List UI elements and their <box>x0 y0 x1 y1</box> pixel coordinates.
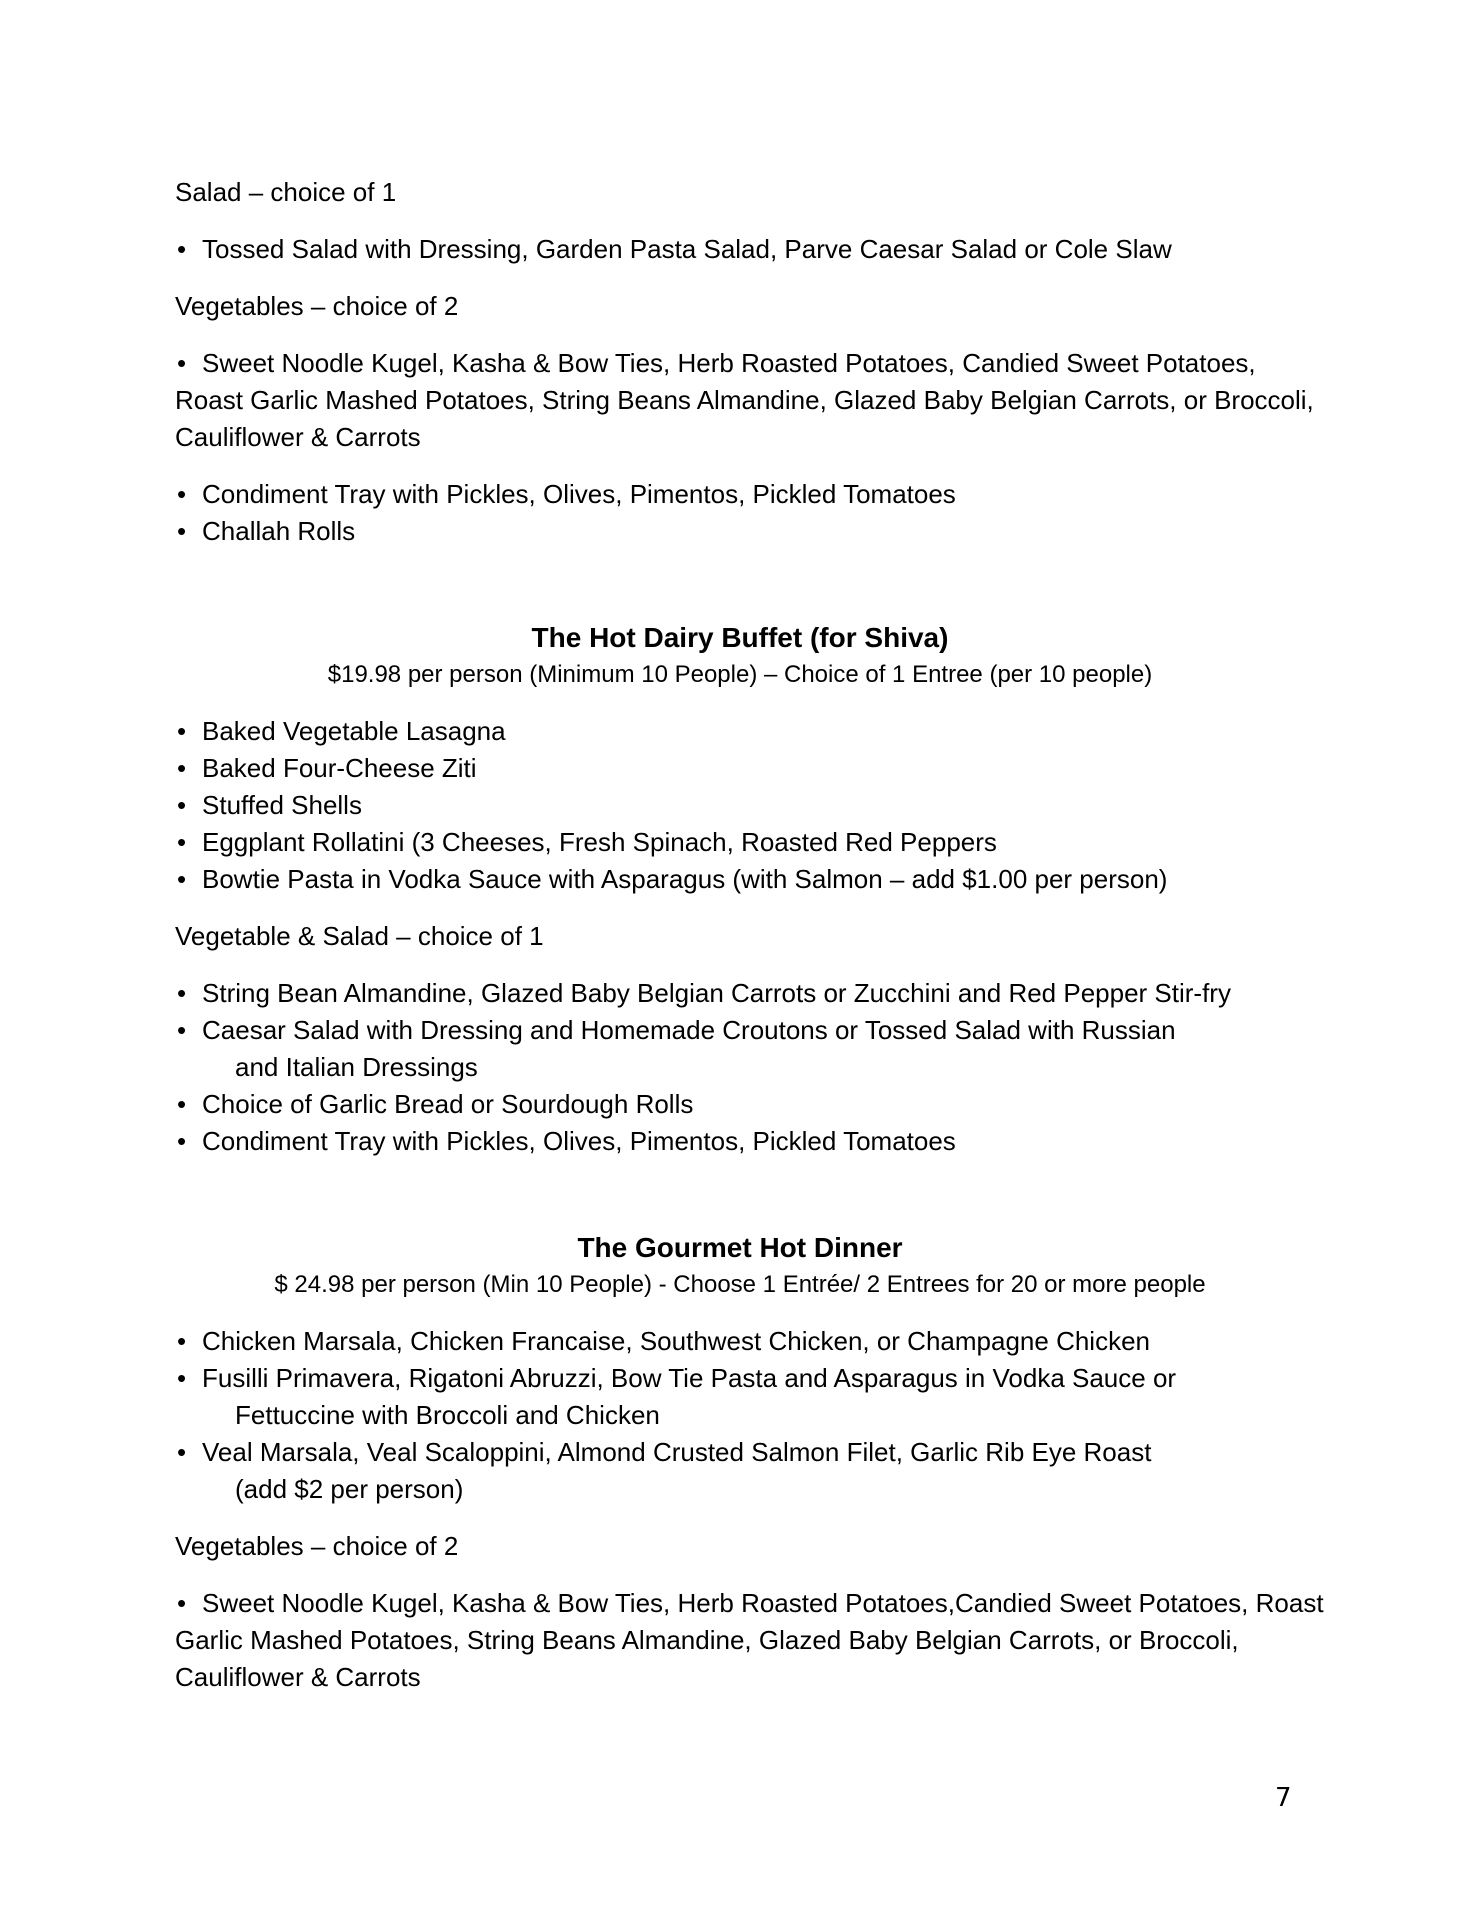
list-item <box>175 975 1325 1012</box>
gourmet-entree-list <box>175 1323 1325 1508</box>
list-item-text: Condiment Tray with Pickles, Olives, Pimentos, Pickled Tomatoes <box>202 479 956 509</box>
dairy-side-label: Vegetable & Salad – choice of 1 <box>175 921 544 951</box>
bullet: • <box>177 234 187 264</box>
page-content <box>175 174 1325 1716</box>
bullet: • <box>177 1326 187 1356</box>
list-item-text: Fusilli Primavera, Rigatoni Abruzzi, Bow Tie Pasta and Asparagus in Vodka Sauce or <box>202 1363 1177 1393</box>
salad-list <box>175 231 1325 268</box>
bullet: • <box>177 978 187 1008</box>
gourmet-dinner-title: The Gourmet Hot Dinner <box>577 1232 903 1263</box>
vegetables-paragraph <box>175 345 1325 456</box>
vegetables-text: Sweet Noodle Kugel, Kasha & Bow Ties, Herb Roasted Potatoes, Candied Sweet Potatoes, Roast Garlic Mashed Potatoes, String Beans Almandine, Glazed Baby Belgian Carrots, or Broccoli, Cauliflower & Carrots <box>175 348 1314 452</box>
list-item <box>175 231 1325 268</box>
section-spacer <box>175 570 1325 619</box>
bullet: • <box>177 1126 187 1156</box>
section-spacer <box>175 1180 1325 1229</box>
list-item <box>175 1323 1325 1360</box>
list-item-continuation: Fettuccine with Broccoli and Chicken <box>235 1400 660 1430</box>
dairy-buffet-subtitle: $19.98 per person (Minimum 10 People) – Choice of 1 Entree (per 10 people) <box>327 661 1153 688</box>
salad-label: Salad – choice of 1 <box>175 177 397 207</box>
list-item-text: Veal Marsala, Veal Scaloppini, Almond Crusted Salmon Filet, Garlic Rib Eye Roast <box>202 1437 1152 1467</box>
page-number: 7 <box>1275 1783 1292 1813</box>
gourmet-vegetables-paragraph <box>175 1585 1325 1696</box>
list-item-text: Stuffed Shells <box>202 790 362 820</box>
list-item <box>175 513 1325 550</box>
vegetables-label: Vegetables – choice of 2 <box>175 291 459 321</box>
list-item <box>175 787 1325 824</box>
dairy-side-list <box>175 975 1325 1160</box>
list-item <box>175 1086 1325 1123</box>
list-item <box>175 476 1325 513</box>
list-item <box>175 1123 1325 1160</box>
list-item-continuation: and Italian Dressings <box>235 1052 478 1082</box>
bullet: • <box>177 864 187 894</box>
list-item-text: Choice of Garlic Bread or Sourdough Rolls <box>202 1089 694 1119</box>
list-item <box>175 750 1325 787</box>
list-item-text: Challah Rolls <box>202 516 356 546</box>
extras-list <box>175 476 1325 550</box>
list-item-text: Bowtie Pasta in Vodka Sauce with Asparagus (with Salmon – add $1.00 per person) <box>202 864 1168 894</box>
bullet: • <box>177 827 187 857</box>
list-item-text: Condiment Tray with Pickles, Olives, Pimentos, Pickled Tomatoes <box>202 1126 956 1156</box>
list-item-text: Baked Four-Cheese Ziti <box>202 753 477 783</box>
list-item <box>175 713 1325 750</box>
bullet: • <box>177 1015 187 1045</box>
bullet: • <box>177 1588 187 1618</box>
list-item-text: Chicken Marsala, Chicken Francaise, Southwest Chicken, or Champagne Chicken <box>202 1326 1150 1356</box>
gourmet-dinner-subtitle: $ 24.98 per person (Min 10 People) - Choose 1 Entrée/ 2 Entrees for 20 or more people <box>274 1271 1206 1298</box>
bullet: • <box>177 790 187 820</box>
list-item <box>175 824 1325 861</box>
bullet: • <box>177 1363 187 1393</box>
list-item-text: Eggplant Rollatini (3 Cheeses, Fresh Spinach, Roasted Red Peppers <box>202 827 997 857</box>
list-item <box>175 1360 1325 1434</box>
list-item <box>175 1012 1325 1086</box>
list-item-text: String Bean Almandine, Glazed Baby Belgian Carrots or Zucchini and Red Pepper Stir-fry <box>202 978 1231 1008</box>
bullet: • <box>177 1089 187 1119</box>
dairy-entree-list <box>175 713 1325 898</box>
gourmet-vegetables-label: Vegetables – choice of 2 <box>175 1531 459 1561</box>
list-item-text: Tossed Salad with Dressing, Garden Pasta Salad, Parve Caesar Salad or Cole Slaw <box>202 234 1172 264</box>
bullet: • <box>177 1437 187 1467</box>
bullet: • <box>177 716 187 746</box>
list-item <box>175 1434 1325 1508</box>
bullet: • <box>177 479 187 509</box>
gourmet-vegetables-text: Sweet Noodle Kugel, Kasha & Bow Ties, Herb Roasted Potatoes,Candied Sweet Potatoes, Roast Garlic Mashed Potatoes, String Beans Almandine, Glazed Baby Belgian Carrots, or Broccoli, Cauliflower & Carrots <box>175 1588 1324 1692</box>
bullet: • <box>177 516 187 546</box>
list-item-continuation: (add $2 per person) <box>235 1474 464 1504</box>
bullet: • <box>177 348 187 378</box>
list-item-text: Caesar Salad with Dressing and Homemade Croutons or Tossed Salad with Russian <box>202 1015 1176 1045</box>
list-item <box>175 861 1325 898</box>
list-item-text: Baked Vegetable Lasagna <box>202 716 506 746</box>
bullet: • <box>177 753 187 783</box>
dairy-buffet-title: The Hot Dairy Buffet (for Shiva) <box>531 622 949 653</box>
